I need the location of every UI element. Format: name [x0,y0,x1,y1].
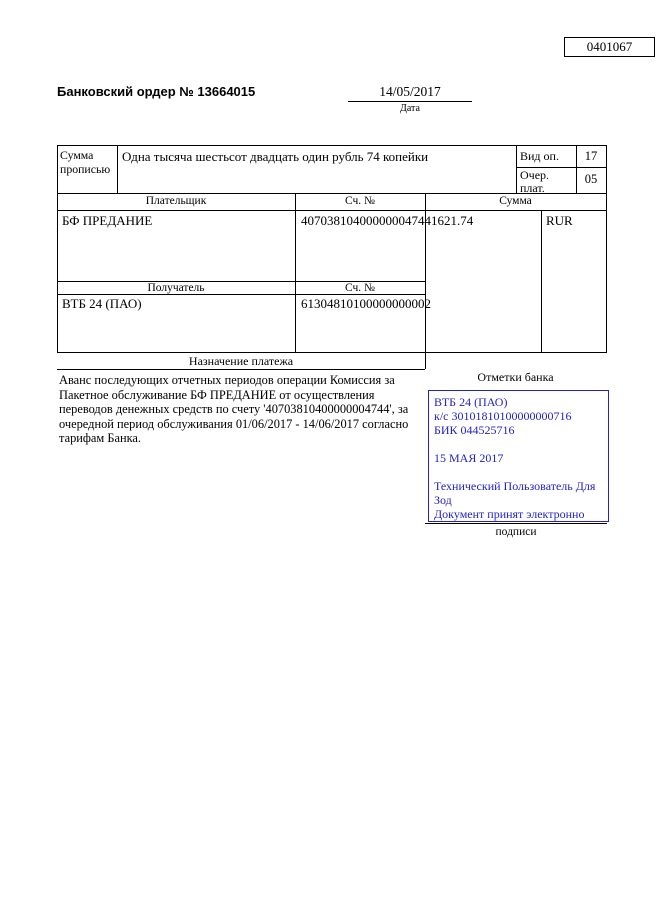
date-underline [348,101,472,102]
operation-type-value: 17 [584,149,598,163]
form-code-box [564,37,655,57]
form-code: 0401067 [586,39,633,54]
table-border-line [541,210,542,352]
payee-account: 61304810100000000002 [301,296,431,311]
document-title: Банковский ордер № 13664015 [57,84,256,99]
payee-account-header: Сч. № [344,282,376,294]
amount-in-words: Одна тысяча шестьсот двадцать один рубль 74 копейки [122,149,429,164]
table-border-line [57,145,58,353]
bank-marks-header: Отметки банка [477,370,554,384]
signatures-line [425,523,607,524]
bank-marks-box [428,390,609,522]
bank-mark-line: БИК 044525716 [434,423,515,437]
table-border-line [117,145,118,193]
table-border-line [57,294,425,295]
amount-value: 1621.74 [431,213,474,228]
bank-mark-line: 15 МАЯ 2017 [434,451,504,465]
purpose-underline [57,369,425,370]
payer-column-header: Плательщик [145,195,207,207]
amount-column-header: Сумма [499,195,532,207]
payee-name: ВТБ 24 (ПАО) [62,296,142,311]
payer-name: БФ ПРЕДАНИЕ [62,213,153,228]
date-label: Дата [400,103,420,114]
bank-mark-line [434,437,603,451]
table-border-line [57,145,606,146]
date-value: 14/05/2017 [379,84,441,99]
table-border-line [606,145,607,353]
operation-type-label: Вид оп. [520,149,559,163]
bank-mark-line: Технический Пользователь Для Зод [434,479,596,507]
signatures-label: подписи [495,526,537,538]
table-border-line [57,210,606,211]
table-border-line [516,145,517,193]
payer-account-header: Сч. № [344,195,376,207]
purpose-header: Назначение платежа [188,354,294,368]
bank-mark-line: Документ принят электронно [434,507,585,521]
table-border-line [295,193,296,352]
payment-priority-label: Очер. плат. [520,168,550,195]
payer-account: 40703810400000004744 [301,213,431,228]
table-border-line [57,352,606,353]
purpose-text: Аванс последующих отчетных периодов операции Комиссия за Пакетное обслуживание БФ ПРЕДАНИЕ от осуществления переводов денежных средств по счету '40703810400000004744', за очередной период обслуживания 01/06/2017 - 14/06/2017 согласно тарифам Банка. [59,373,409,446]
bank-mark-line: к/с 30101810100000000716 [434,409,572,423]
payee-column-header: Получатель [147,282,205,294]
bank-mark-line [434,465,603,479]
amount-in-words-label: Сумма прописью [60,148,111,176]
payment-priority-value: 05 [584,172,598,186]
bank-mark-line: ВТБ 24 (ПАО) [434,395,508,409]
currency-code: RUR [546,213,573,228]
